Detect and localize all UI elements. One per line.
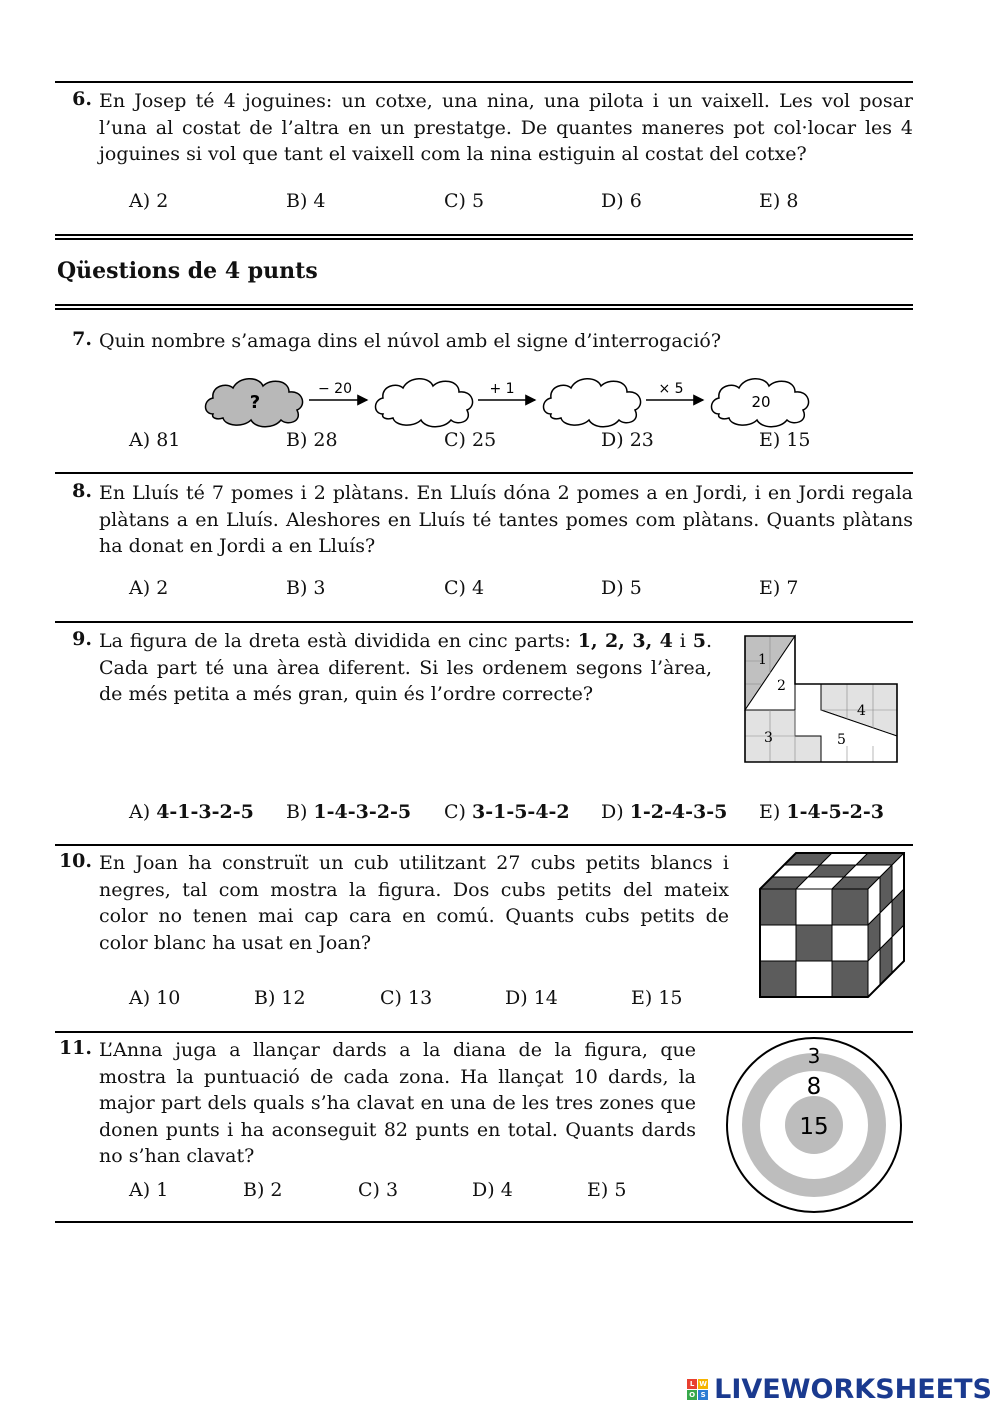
answer-option-b[interactable]: B) 2	[243, 1179, 283, 1201]
answer-option-e[interactable]: E) 8	[759, 190, 799, 212]
operation-label: × 5	[658, 381, 684, 397]
question-number: 10.	[58, 850, 92, 872]
result-label: 20	[751, 393, 771, 411]
operation-label: + 1	[489, 381, 515, 397]
question-text: En Joan ha construït un cub utilitzant 27 cubs petits blancs i negres, tal com mostra la figura. Dos cubs petits del mateix color no tenen mai cap cara en comú. Quants cubs petits de color blanc ha usat en Joan?	[99, 852, 729, 954]
operation-label: − 20	[318, 381, 352, 397]
answer-option-a[interactable]: A) 4-1-3-2-5	[129, 801, 254, 823]
answer-option-c[interactable]: C) 13	[380, 987, 433, 1009]
answer-option-c[interactable]: C) 4	[444, 577, 485, 599]
answer-option-b[interactable]: B) 4	[286, 190, 326, 212]
answer-option-c[interactable]: C) 3-1-5-4-2	[444, 801, 570, 823]
part-label: 3	[764, 730, 773, 746]
answer-option-b[interactable]: B) 3	[286, 577, 326, 599]
section-title: Qüestions de 4 punts	[57, 258, 318, 284]
question-text: En Lluís té 7 pomes i 2 plàtans. En Lluís dóna 2 pomes a en Jordi, i en Jordi regala plàtans a en Lluís. Aleshores en Lluís té tantes pomes com plàtans. Quants plàtans ha donat en Jordi a en Lluís?	[99, 482, 913, 557]
question-text: Quin nombre s’amaga dins el núvol amb el signe d’interrogació?	[99, 330, 722, 352]
part-label: 4	[857, 703, 866, 719]
answer-option-d[interactable]: D) 23	[601, 429, 654, 451]
zone-label: 15	[799, 1114, 829, 1140]
divider	[55, 844, 913, 846]
answer-option-a[interactable]: A) 2	[129, 577, 169, 599]
answer-option-d[interactable]: D) 5	[601, 577, 642, 599]
answer-option-b[interactable]: B) 28	[286, 429, 338, 451]
answer-option-c[interactable]: C) 3	[358, 1179, 399, 1201]
answer-option-e[interactable]: E) 15	[759, 429, 811, 451]
cloud-empty	[544, 379, 641, 427]
section-divider	[55, 234, 913, 236]
watermark-text: LIVEWORKSHEETS	[714, 1374, 992, 1405]
answer-option-c[interactable]: C) 5	[444, 190, 485, 212]
section-divider	[55, 308, 913, 310]
divider	[55, 1031, 913, 1033]
question-number: 9.	[72, 628, 92, 650]
cube-figure	[756, 852, 910, 1002]
liveworksheets-logo-icon: L W O S	[687, 1379, 708, 1400]
answer-option-a[interactable]: A) 10	[129, 987, 181, 1009]
cloud-start	[206, 379, 303, 427]
cloud-end	[712, 379, 809, 427]
answer-option-c[interactable]: C) 25	[444, 429, 497, 451]
question-text: En Josep té 4 joguines: un cotxe, una nina, una pilota i un vaixell. Les vol posar l’una al costat de l’altra en un prestatge. De quantes maneres pot col·locar les 4 joguines si vol que tant el vaixell com la nina estiguin al costat del cotxe?	[99, 90, 913, 165]
part-label: 5	[837, 732, 846, 748]
question-number: 7.	[72, 328, 92, 350]
part-label: 2	[777, 678, 786, 694]
cloud-chain-diagram	[195, 366, 815, 430]
answer-option-d[interactable]: D) 4	[472, 1179, 513, 1201]
zone-label: 8	[806, 1074, 822, 1100]
area-figure	[743, 634, 901, 766]
liveworksheets-watermark	[687, 1374, 992, 1405]
zone-label: 3	[807, 1044, 821, 1068]
answer-option-e[interactable]: E) 7	[759, 577, 799, 599]
answer-option-e[interactable]: E) 5	[587, 1179, 627, 1201]
question-text: L’Anna juga a llançar dards a la diana de la figura, que mostra la puntuació de cada zona. Ha llançat 10 dards, la major part dels quals s’ha clavat en una de les tres zones que donen punts i ha aconseguit 82 punts en total. Quants dards no s’han clavat?	[99, 1039, 696, 1167]
cloud-empty	[376, 379, 473, 427]
answer-option-e[interactable]: E) 1-4-5-2-3	[759, 801, 884, 823]
divider-bottom	[55, 1221, 913, 1223]
dart-target-figure	[725, 1036, 903, 1214]
divider	[55, 472, 913, 474]
answer-option-b[interactable]: B) 12	[254, 987, 306, 1009]
section-divider	[55, 238, 913, 240]
question-number: 11.	[58, 1037, 92, 1059]
question-text: La figura de la dreta està dividida en cinc parts: 1, 2, 3, 4 i 5. Cada part té una àrea diferent. Si les ordenem segons l’àrea, de més petita a més gran, quin és l’ordre correcte?	[99, 630, 713, 705]
question-number: 8.	[72, 480, 92, 502]
answer-option-d[interactable]: D) 14	[505, 987, 558, 1009]
answer-option-a[interactable]: A) 2	[129, 190, 169, 212]
question-mark-label: ?	[249, 392, 261, 413]
answer-option-a[interactable]: A) 1	[129, 1179, 169, 1201]
answer-option-d[interactable]: D) 6	[601, 190, 642, 212]
answer-option-e[interactable]: E) 15	[631, 987, 683, 1009]
section-divider	[55, 304, 913, 306]
answer-option-d[interactable]: D) 1-2-4-3-5	[601, 801, 728, 823]
answer-option-b[interactable]: B) 1-4-3-2-5	[286, 801, 412, 823]
answer-option-a[interactable]: A) 81	[129, 429, 181, 451]
divider	[55, 621, 913, 623]
divider-top	[55, 81, 913, 83]
question-number: 6.	[72, 88, 92, 110]
part-label: 1	[758, 652, 767, 668]
